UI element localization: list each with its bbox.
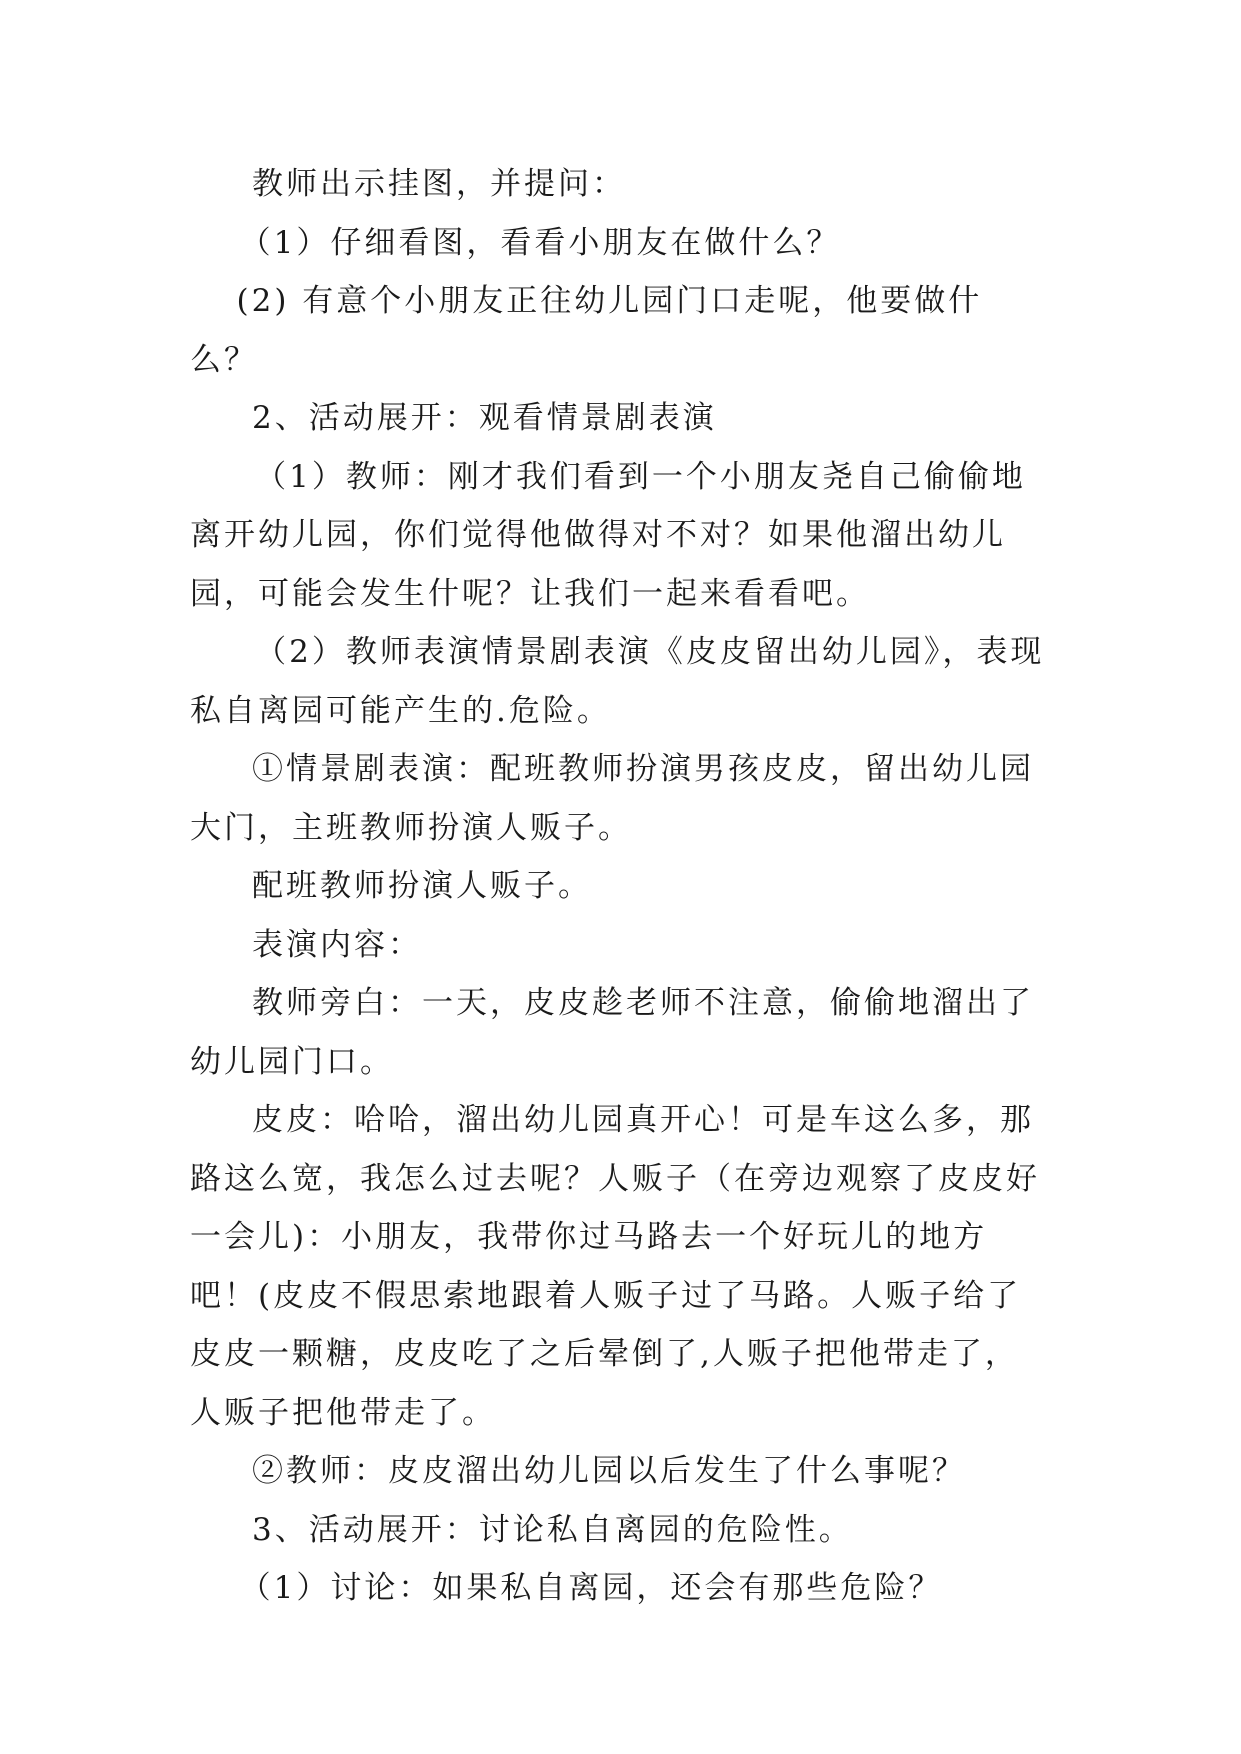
paragraph-teacher-question: ②教师：皮皮溜出幼儿园以后发生了什么事呢？	[252, 1453, 966, 1489]
paragraph-content-label: 表演内容：	[252, 926, 422, 963]
paragraph-scene-cast: ①情景剧表演：配班教师扮演男孩皮皮，留出幼儿园大门，主班教师扮演人贩子。	[190, 751, 1034, 846]
paragraph-narration: 教师旁白：一天，皮皮趁老师不注意，偷偷地溜出了幼儿园门口。	[190, 985, 1034, 1080]
paragraph-teacher-performance: （2）教师表演情景剧表演《皮皮留出幼儿园》，表现私自离园可能产生的.危险。	[190, 634, 1045, 729]
paragraph-question-1: （1）仔细看图，看看小朋友在做什么？	[239, 224, 841, 261]
paragraph-intro: 教师出示挂图，并提问：	[252, 166, 626, 202]
paragraph-cast-note: 配班教师扮演人贩子。	[252, 868, 592, 904]
paragraph-section-3: 3、活动展开：讨论私自离园的危险性。	[252, 1511, 853, 1548]
paragraph-discussion: （1）讨论：如果私自离园，还会有那些危险？	[239, 1570, 943, 1606]
paragraph-teacher-intro: （1）教师：刚才我们看到一个小朋友尧自己偷偷地离开幼儿园，你们觉得他做得对不对？如果他溜出幼儿园，可能会发生什呢？让我们一起来看看吧。	[190, 458, 1026, 612]
paragraph-dialogue: 皮皮：哈哈，溜出幼儿园真开心！可是车这么多，那路这么宽，我怎么过去呢？人贩子（在旁边观察了皮皮好一会儿)：小朋友，我带你过马路去一个好玩儿的地方吧！(皮皮不假思索地跟着人贩子过了马路。人贩子给了皮皮一颗糖，皮皮吃了之后晕倒了,人贩子把他带走了，人贩子把他带走了。	[190, 1102, 1040, 1431]
document-body	[190, 155, 1050, 1618]
paragraph-question-2: (2) 有意个小朋友正往幼儿园门口走呢，他要做什么？	[190, 283, 983, 378]
paragraph-section-2: 2、活动展开：观看情景剧表演	[252, 400, 717, 436]
